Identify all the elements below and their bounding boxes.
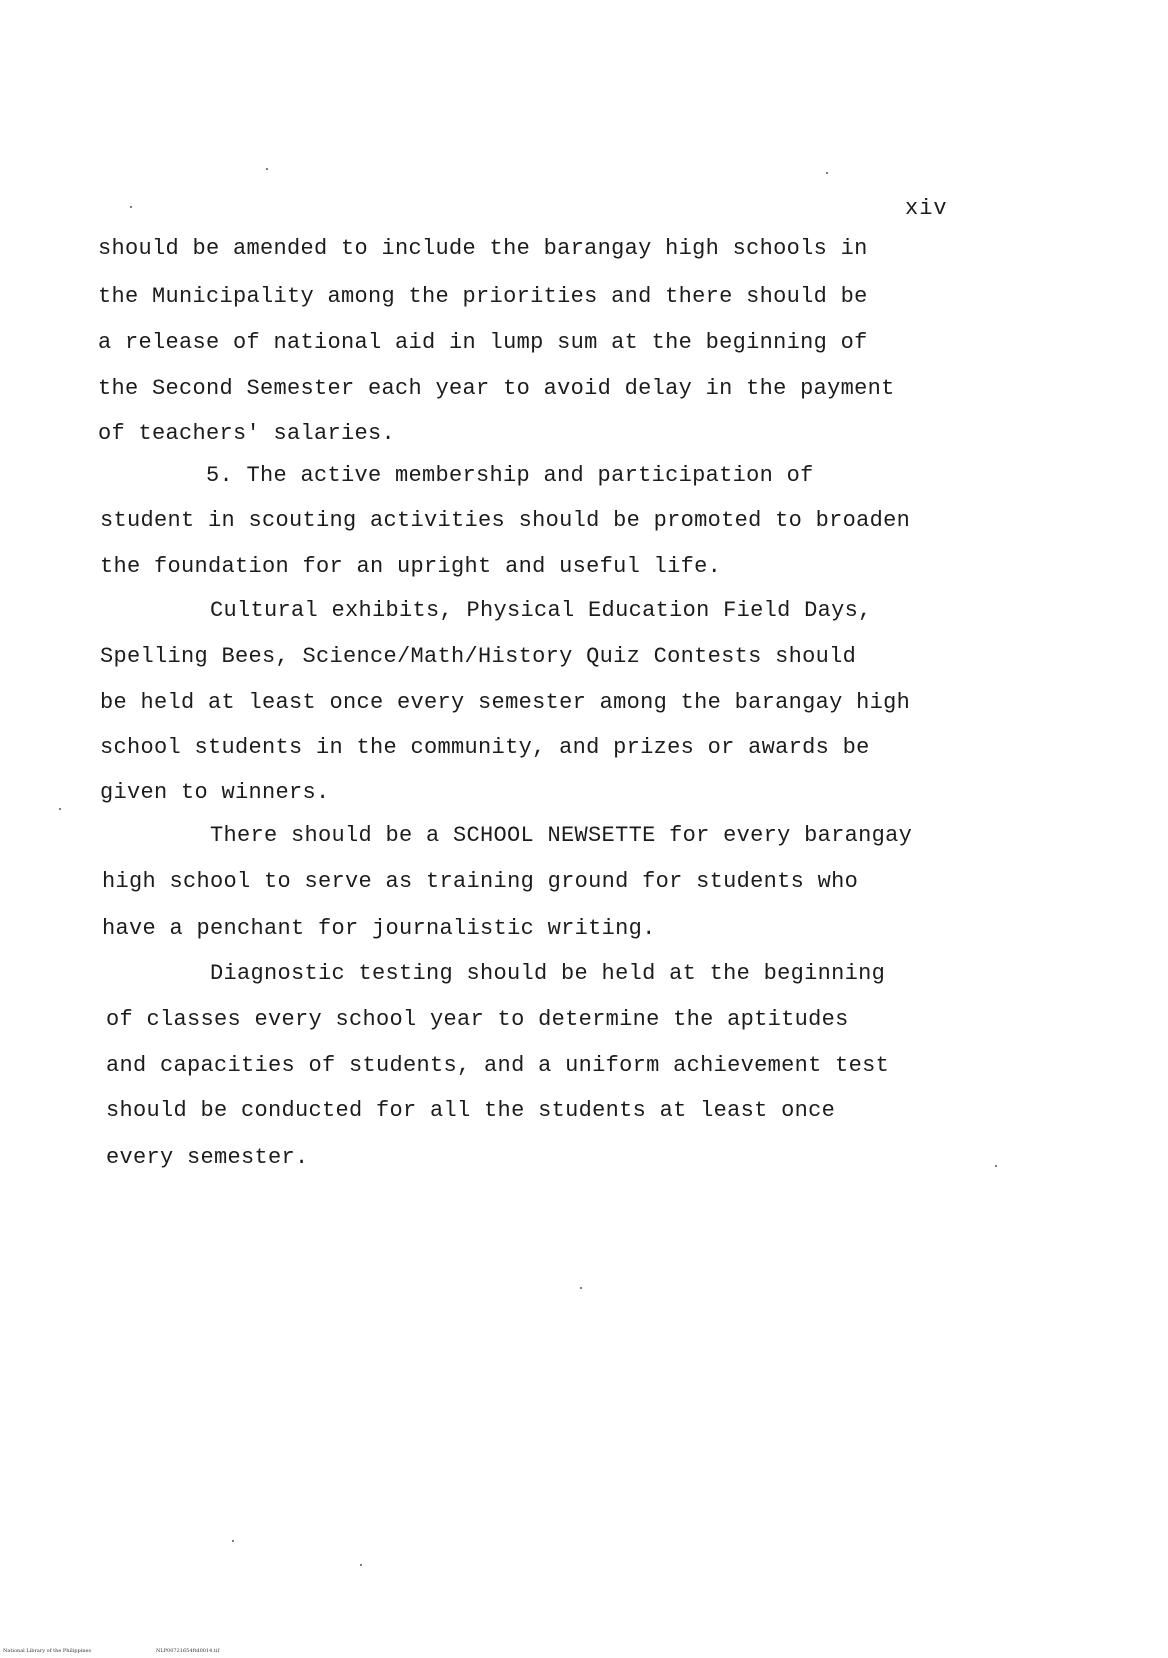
scan-speck bbox=[130, 206, 132, 208]
text-line: should be conducted for all the students at least once bbox=[106, 1098, 836, 1123]
text-line: Spelling Bees, Science/Math/History Quiz Contests should bbox=[100, 644, 857, 669]
text-line: the Municipality among the priorities and there should be bbox=[98, 284, 868, 309]
text-line: should be amended to include the barangay high schools in bbox=[98, 236, 868, 261]
text-line: school students in the community, and prizes or awards be bbox=[100, 735, 870, 760]
scan-speck bbox=[580, 1287, 582, 1289]
page-number: xiv bbox=[905, 196, 948, 221]
scan-speck bbox=[232, 1540, 234, 1542]
text-line: have a penchant for journalistic writing. bbox=[102, 916, 656, 941]
text-line: be held at least once every semester among the barangay high bbox=[100, 690, 911, 715]
scan-speck bbox=[360, 1564, 362, 1566]
text-line: every semester. bbox=[106, 1145, 309, 1170]
text-line: of teachers' salaries. bbox=[98, 421, 396, 446]
text-line: given to winners. bbox=[100, 780, 330, 805]
footer-file-id: NLP00721654ftd0014.tif bbox=[156, 1648, 220, 1654]
text-line: There should be a SCHOOL NEWSETTE for every barangay bbox=[210, 823, 913, 848]
scan-speck bbox=[826, 172, 828, 174]
text-line: the foundation for an upright and useful life. bbox=[100, 554, 722, 579]
footer-library: National Library of the Philippines bbox=[3, 1648, 92, 1654]
scan-speck bbox=[995, 1165, 997, 1167]
text-line: Diagnostic testing should be held at the beginning bbox=[210, 961, 886, 986]
scan-speck bbox=[59, 808, 61, 810]
text-line: and capacities of students, and a uniform achievement test bbox=[106, 1053, 890, 1078]
text-line: high school to serve as training ground for students who bbox=[102, 869, 859, 894]
text-line: the Second Semester each year to avoid delay in the payment bbox=[98, 376, 895, 401]
text-line: of classes every school year to determine the aptitudes bbox=[106, 1007, 849, 1032]
text-line: a release of national aid in lump sum at the beginning of bbox=[98, 330, 868, 355]
scan-speck bbox=[266, 168, 268, 170]
text-line: Cultural exhibits, Physical Education Field Days, bbox=[210, 598, 872, 623]
text-line: 5. The active membership and participation of bbox=[206, 463, 814, 488]
text-line: student in scouting activities should be promoted to broaden bbox=[100, 508, 911, 533]
